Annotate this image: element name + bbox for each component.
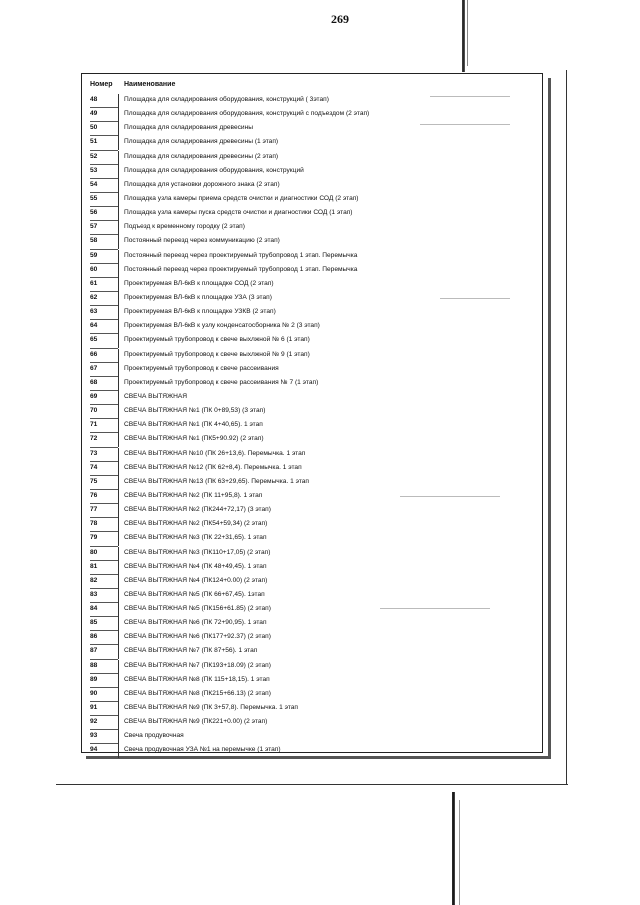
row-number: 75 xyxy=(90,477,98,485)
row-name: СВЕЧА ВЫТЯЖНАЯ №10 (ПК 26+13,6). Перемычка. 1 этап xyxy=(124,449,306,457)
table-row xyxy=(90,179,540,193)
row-rule xyxy=(90,758,118,759)
column-separator xyxy=(118,377,119,391)
table-row xyxy=(90,645,540,659)
row-number: 63 xyxy=(90,308,98,316)
table-row xyxy=(90,730,540,744)
table-row xyxy=(90,391,540,405)
row-name: Постоянный переезд через проектируемый трубопровод 1 этап. Перемычка xyxy=(124,251,358,259)
table-row xyxy=(90,674,540,688)
column-separator xyxy=(118,278,119,292)
header-name: Наименование xyxy=(124,81,176,88)
row-number: 85 xyxy=(90,619,98,627)
row-number: 94 xyxy=(90,746,98,754)
table-row xyxy=(90,334,540,348)
row-number: 73 xyxy=(90,449,98,457)
row-name: СВЕЧА ВЫТЯЖНАЯ №5 (ПК 66+67,45). 1этап xyxy=(124,590,265,598)
column-separator xyxy=(118,320,119,334)
table-row xyxy=(90,235,540,249)
page-border-bottom xyxy=(56,784,568,785)
column-separator xyxy=(118,532,119,546)
column-separator xyxy=(118,334,119,348)
row-name: СВЕЧА ВЫТЯЖНАЯ №9 (ПК221+0.00) (2 этап) xyxy=(124,718,268,726)
row-name: СВЕЧА ВЫТЯЖНАЯ №5 (ПК156+61.85) (2 этап) xyxy=(124,605,271,613)
row-name: СВЕЧА ВЫТЯЖНАЯ №1 (ПК5+90.92) (2 этап) xyxy=(124,435,264,443)
table-row xyxy=(90,589,540,603)
table-row xyxy=(90,716,540,730)
row-name: СВЕЧА ВЫТЯЖНАЯ №6 (ПК 72+90,95). 1 этап xyxy=(124,619,267,627)
row-name: СВЕЧА ВЫТЯЖНАЯ №7 (ПК193+18.09) (2 этап) xyxy=(124,661,271,669)
row-name: СВЕЧА ВЫТЯЖНАЯ №4 (ПК 48+49,45). 1 этап xyxy=(124,562,267,570)
table-row xyxy=(90,603,540,617)
row-number: 62 xyxy=(90,293,98,301)
column-separator xyxy=(118,405,119,419)
column-separator xyxy=(118,688,119,702)
row-number: 80 xyxy=(90,548,98,556)
row-number: 92 xyxy=(90,718,98,726)
column-separator xyxy=(118,462,119,476)
table-row xyxy=(90,462,540,476)
table-row xyxy=(90,433,540,447)
row-name: Площадка узла камеры пуска средств очистки и диагностики СОД (1 этап) xyxy=(124,209,353,217)
column-separator xyxy=(118,419,119,433)
row-number: 49 xyxy=(90,110,98,118)
row-name: СВЕЧА ВЫТЯЖНАЯ xyxy=(124,392,188,400)
table-row xyxy=(90,617,540,631)
row-name: Площадка для складирования древесины (1 этап) xyxy=(124,138,279,146)
row-number: 61 xyxy=(90,279,98,287)
table-row xyxy=(90,702,540,716)
table-row xyxy=(90,278,540,292)
column-separator xyxy=(118,94,119,108)
row-number: 71 xyxy=(90,421,98,429)
page-number: 269 xyxy=(331,12,349,26)
row-number: 57 xyxy=(90,223,98,231)
row-number: 65 xyxy=(90,336,98,344)
row-number: 64 xyxy=(90,322,98,330)
column-separator xyxy=(118,660,119,674)
row-name: Проектируемая ВЛ-6кВ к площадке УЗКВ (2 этап) xyxy=(124,308,276,316)
row-number: 66 xyxy=(90,350,98,358)
row-number: 48 xyxy=(90,96,98,103)
row-name: СВЕЧА ВЫТЯЖНАЯ №1 (ПК 0+89,53) (3 этап) xyxy=(124,407,266,415)
column-separator xyxy=(118,122,119,136)
row-name: Площадка для установки дорожного знака (2 этап) xyxy=(124,180,280,188)
row-name: СВЕЧА ВЫТЯЖНАЯ №4 (ПК124+0.00) (2 этап) xyxy=(124,576,268,584)
column-separator xyxy=(118,136,119,150)
table-row xyxy=(90,688,540,702)
row-number: 58 xyxy=(90,237,98,245)
table-row xyxy=(90,504,540,518)
row-number: 50 xyxy=(90,124,98,132)
table-row xyxy=(90,136,540,150)
page-border-right xyxy=(566,70,567,785)
row-number: 90 xyxy=(90,689,98,697)
row-number: 81 xyxy=(90,562,98,570)
table-body xyxy=(90,94,540,759)
row-name: Площадка для складирования оборудования, конструкций xyxy=(124,166,304,174)
row-name: СВЕЧА ВЫТЯЖНАЯ №13 (ПК 63+29,65). Перемычка. 1 этап xyxy=(124,477,310,485)
table-row xyxy=(90,320,540,334)
column-separator xyxy=(118,589,119,603)
scan-fold-line-bottom xyxy=(452,792,455,905)
table-row xyxy=(90,532,540,546)
row-name: СВЕЧА ВЫТЯЖНАЯ №2 (ПК54+59,34) (2 этап) xyxy=(124,520,268,528)
row-name: Проектируемый трубопровод к свече рассеивания № 7 (1 этап) xyxy=(124,378,319,386)
row-name: Проектируемый трубопровод к свече рассеивания xyxy=(124,364,279,372)
row-number: 82 xyxy=(90,576,98,584)
column-separator xyxy=(118,108,119,122)
column-separator xyxy=(118,744,119,758)
column-separator xyxy=(118,207,119,221)
row-name: СВЕЧА ВЫТЯЖНАЯ №2 (ПК244+72,17) (3 этап) xyxy=(124,506,271,514)
table-row xyxy=(90,306,540,320)
scan-fold-line-bottom-thin xyxy=(459,800,460,905)
row-number: 84 xyxy=(90,605,98,613)
column-separator xyxy=(118,250,119,264)
scan-fold-line-top-thin xyxy=(467,0,468,66)
table-header xyxy=(90,81,530,93)
table-row xyxy=(90,108,540,122)
row-name: СВЕЧА ВЫТЯЖНАЯ №8 (ПК 115+18,15). 1 этап xyxy=(124,675,270,683)
row-name: Площадка для складирования оборудования, конструкций ( 3этап) xyxy=(124,96,329,103)
table-row xyxy=(90,165,540,179)
table-row xyxy=(90,264,540,278)
column-separator xyxy=(118,292,119,306)
table-row xyxy=(90,518,540,532)
row-number: 54 xyxy=(90,180,98,188)
table-row xyxy=(90,575,540,589)
table-row xyxy=(90,292,540,306)
row-number: 74 xyxy=(90,463,98,471)
row-number: 79 xyxy=(90,534,98,542)
table-row xyxy=(90,405,540,419)
row-number: 89 xyxy=(90,675,98,683)
row-name: СВЕЧА ВЫТЯЖНАЯ №8 (ПК215+66.13) (2 этап) xyxy=(124,689,271,697)
row-number: 72 xyxy=(90,435,98,443)
row-number: 86 xyxy=(90,633,98,641)
table-row xyxy=(90,490,540,504)
column-separator xyxy=(118,264,119,278)
column-separator xyxy=(118,193,119,207)
scan-artifact xyxy=(440,298,510,299)
row-name: СВЕЧА ВЫТЯЖНАЯ №3 (ПК 22+31,65). 1 этап xyxy=(124,534,267,542)
column-separator xyxy=(118,603,119,617)
column-separator xyxy=(118,476,119,490)
column-separator xyxy=(118,730,119,744)
table-row xyxy=(90,744,540,758)
header-number: Номер xyxy=(90,81,113,88)
row-name: Площадка узла камеры приема средств очистки и диагностики СОД (2 этап) xyxy=(124,194,359,202)
row-name: Проектируемая ВЛ-6кВ к площадке УЗА (3 этап) xyxy=(124,293,272,301)
column-separator xyxy=(118,165,119,179)
table-row xyxy=(90,221,540,235)
row-number: 55 xyxy=(90,194,98,202)
column-separator xyxy=(118,235,119,249)
table-row xyxy=(90,207,540,221)
row-name: Постоянный переезд через коммуникацию (2 этап) xyxy=(124,237,280,245)
row-name: Проектируемый трубопровод к свече выхлжной № 9 (1 этап) xyxy=(124,350,310,358)
table-row xyxy=(90,448,540,462)
row-name: Подъезд к временному городку (2 этап) xyxy=(124,223,245,231)
column-separator xyxy=(118,518,119,532)
column-separator xyxy=(118,490,119,504)
column-separator xyxy=(118,674,119,688)
column-separator xyxy=(118,702,119,716)
row-name: СВЕЧА ВЫТЯЖНАЯ №12 (ПК 62+8,4). Перемычка. 1 этап xyxy=(124,463,302,471)
row-number: 52 xyxy=(90,152,98,160)
row-number: 69 xyxy=(90,392,98,400)
column-separator xyxy=(118,179,119,193)
row-name: СВЕЧА ВЫТЯЖНАЯ №1 (ПК 4+40,65). 1 этап xyxy=(124,421,263,429)
column-separator xyxy=(118,561,119,575)
row-number: 83 xyxy=(90,590,98,598)
table-row xyxy=(90,193,540,207)
table-row xyxy=(90,419,540,433)
table-row xyxy=(90,363,540,377)
row-number: 87 xyxy=(90,647,98,655)
row-number: 51 xyxy=(90,138,98,146)
row-number: 68 xyxy=(90,378,98,386)
row-name: Свеча продувочная xyxy=(124,732,184,740)
column-separator xyxy=(118,504,119,518)
row-number: 77 xyxy=(90,506,98,514)
table-row xyxy=(90,660,540,674)
column-separator xyxy=(118,391,119,405)
row-number: 67 xyxy=(90,364,98,372)
column-separator xyxy=(118,151,119,165)
row-name: СВЕЧА ВЫТЯЖНАЯ №6 (ПК177+92.37) (2 этап) xyxy=(124,633,271,641)
column-separator xyxy=(118,433,119,447)
row-number: 56 xyxy=(90,209,98,217)
row-name: Площадка для складирования оборудования, конструкций с подъездом (2 этап) xyxy=(124,110,370,118)
table-row xyxy=(90,377,540,391)
row-number: 93 xyxy=(90,732,98,740)
row-name: СВЕЧА ВЫТЯЖНАЯ №9 (ПК 3+57,8). Перемычка. 1 этап xyxy=(124,704,299,712)
row-number: 88 xyxy=(90,661,98,669)
scan-artifact xyxy=(400,496,500,497)
table-row xyxy=(90,476,540,490)
row-name: Площадка для складирования древесины xyxy=(124,124,253,132)
column-separator xyxy=(118,716,119,730)
column-separator xyxy=(118,363,119,377)
scan-artifact xyxy=(420,124,510,125)
row-name: Площадка для складирования древесины (2 этап) xyxy=(124,152,279,160)
column-separator xyxy=(118,221,119,235)
row-number: 60 xyxy=(90,265,98,273)
row-name: СВЕЧА ВЫТЯЖНАЯ №7 (ПК 87+56). 1 этап xyxy=(124,647,258,655)
row-number: 76 xyxy=(90,491,98,499)
row-number: 59 xyxy=(90,251,98,259)
column-separator xyxy=(118,349,119,363)
table-row xyxy=(90,547,540,561)
column-separator xyxy=(118,547,119,561)
column-separator xyxy=(118,306,119,320)
row-name: Проектируемая ВЛ-6кВ к узлу конденсатосборника № 2 (3 этап) xyxy=(124,322,320,330)
column-separator xyxy=(118,617,119,631)
table-row xyxy=(90,631,540,645)
row-number: 70 xyxy=(90,407,98,415)
column-separator xyxy=(118,631,119,645)
row-name: СВЕЧА ВЫТЯЖНАЯ №3 (ПК110+17,05) (2 этап) xyxy=(124,548,271,556)
row-number: 78 xyxy=(90,520,98,528)
table-row xyxy=(90,250,540,264)
scan-artifact xyxy=(430,96,510,97)
scan-fold-line-top xyxy=(462,0,465,72)
row-name: Проектируемый трубопровод к свече выхлжной № 6 (1 этап) xyxy=(124,336,310,344)
scan-artifact xyxy=(380,608,490,609)
row-name: Проектируемая ВЛ-6кВ к площадке СОД (2 этап) xyxy=(124,279,274,287)
table-row xyxy=(90,151,540,165)
row-number: 91 xyxy=(90,704,98,712)
column-separator xyxy=(118,575,119,589)
row-name: Постоянный переезд через проектируемый трубопровод 1 этап. Перемычка xyxy=(124,265,358,273)
row-name: Свеча продувочная УЗА №1 на перемычке (1 этап) xyxy=(124,746,281,754)
column-separator xyxy=(118,448,119,462)
row-number: 53 xyxy=(90,166,98,174)
column-separator xyxy=(118,645,119,659)
table-row xyxy=(90,349,540,363)
row-name: СВЕЧА ВЫТЯЖНАЯ №2 (ПК 11+95,8). 1 этап xyxy=(124,491,263,499)
table-row xyxy=(90,561,540,575)
